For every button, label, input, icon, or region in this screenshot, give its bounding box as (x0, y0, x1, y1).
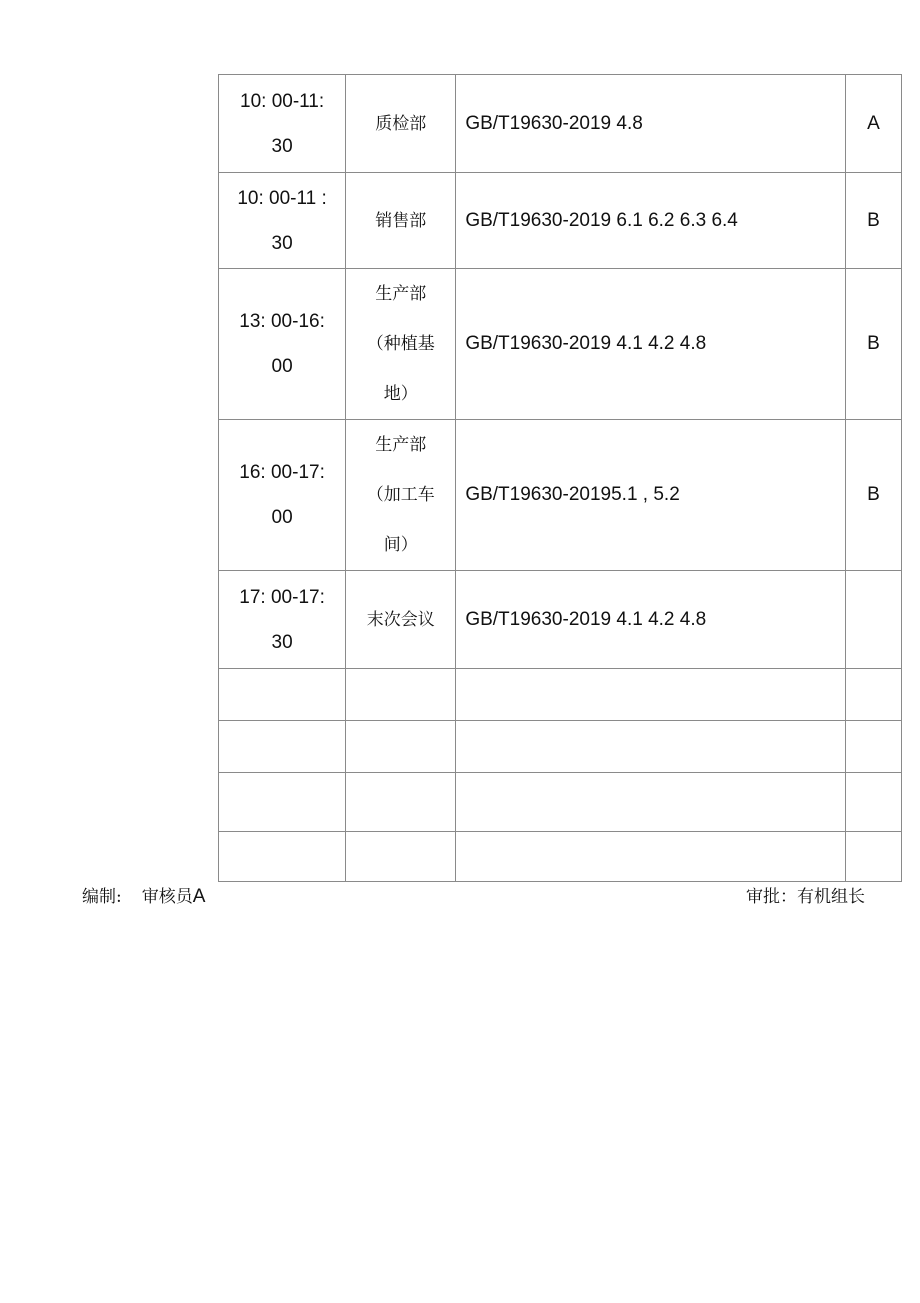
empty-cell (845, 832, 901, 882)
empty-cell (346, 669, 456, 721)
time-cell (219, 269, 346, 420)
time-line: 30 (271, 135, 293, 157)
compiled-by-letter: A (192, 886, 206, 907)
department-line: 质检部 (375, 113, 427, 134)
department-line: 生产部 (375, 284, 427, 304)
schedule-body (219, 75, 902, 882)
time-line: 00 (271, 507, 293, 528)
approved-by-name: 有机组长 (797, 887, 865, 907)
empty-cell (456, 669, 846, 721)
auditor-cell: B (845, 420, 901, 571)
table-row (219, 571, 902, 669)
department-line: 间） (383, 535, 418, 555)
time-line: 10: 00-11 : (237, 187, 327, 209)
time-line: 10: 00-11: (240, 90, 325, 112)
compiled-by-line (82, 882, 205, 908)
empty-cell (219, 669, 346, 721)
audit-schedule-table (218, 74, 902, 882)
empty-table-row (219, 773, 902, 832)
empty-cell (346, 773, 456, 832)
time-line: 30 (271, 232, 293, 254)
table-row (219, 173, 902, 269)
department-cell (346, 173, 456, 269)
department-cell (346, 75, 456, 173)
auditor-cell: B (845, 173, 901, 269)
empty-cell (219, 721, 346, 773)
empty-cell (845, 773, 901, 832)
auditor-cell (845, 571, 901, 669)
table-row (219, 269, 902, 420)
auditor-cell: B (845, 269, 901, 420)
empty-cell (346, 832, 456, 882)
clause-cell: GB/T19630-2019 4.1 4.2 4.8 (456, 269, 846, 420)
clause-cell: GB/T19630-2019 6.1 6.2 6.3 6.4 (456, 173, 846, 269)
department-line: （加工车 (366, 485, 435, 505)
empty-cell (456, 721, 846, 773)
department-line: 销售部 (375, 210, 427, 231)
compiled-by-name: 审核员 (141, 887, 193, 907)
empty-cell (845, 721, 901, 773)
approved-by-line (746, 882, 865, 907)
empty-cell (219, 773, 346, 832)
department-cell (346, 420, 456, 571)
department-line: 生产部 (375, 435, 427, 455)
time-line: 13: 00-16: (239, 311, 325, 332)
department-cell (346, 269, 456, 420)
time-line: 16: 00-17: (239, 462, 325, 483)
department-cell (346, 571, 456, 669)
approved-label: 审批： (746, 887, 797, 907)
time-cell (219, 571, 346, 669)
empty-table-row (219, 832, 902, 882)
time-cell (219, 420, 346, 571)
empty-cell (346, 721, 456, 773)
empty-cell (456, 832, 846, 882)
time-cell (219, 173, 346, 269)
time-line: 00 (271, 356, 293, 377)
empty-cell (845, 669, 901, 721)
empty-cell (456, 773, 846, 832)
time-cell (219, 75, 346, 173)
clause-cell: GB/T19630-2019 4.8 (456, 75, 846, 173)
table-row (219, 75, 902, 173)
compiled-label: 编制: (82, 887, 122, 907)
auditor-cell: A (845, 75, 901, 173)
empty-table-row (219, 669, 902, 721)
table-row (219, 420, 902, 571)
clause-cell: GB/T19630-20195.1 , 5.2 (456, 420, 846, 571)
clause-cell: GB/T19630-2019 4.1 4.2 4.8 (456, 571, 846, 669)
department-line: 地） (383, 384, 418, 404)
time-line: 30 (271, 631, 293, 653)
empty-table-row (219, 721, 902, 773)
time-line: 17: 00-17: (239, 586, 325, 608)
department-line: 末次会议 (366, 609, 435, 630)
empty-cell (219, 832, 346, 882)
department-line: （种植基 (366, 334, 435, 354)
